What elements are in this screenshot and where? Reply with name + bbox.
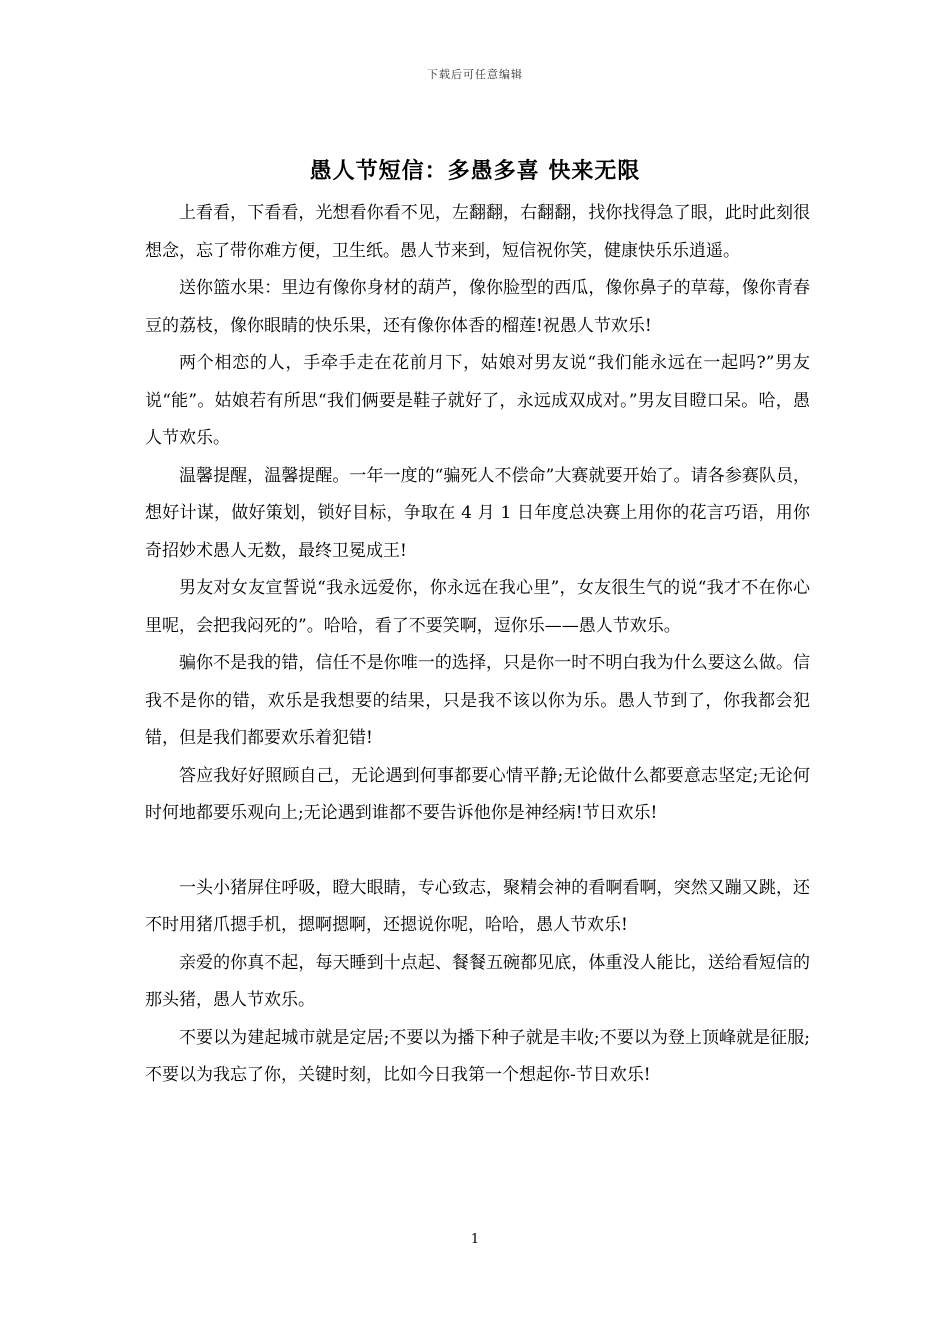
- paragraph-2: 送你篮水果：里边有像你身材的葫芦，像你脸型的西瓜，像你鼻子的草莓，像你青春豆的荔枝，像你眼睛的快乐果，还有像你体香的榴莲!祝愚人节欢乐!: [145, 278, 810, 336]
- paragraph-1: 上看看，下看看，光想看你看不见，左翻翻，右翻翻，找你找得急了眼，此时此刻很想念，忘了带你难方便，卫生纸。愚人节来到，短信祝你笑，健康快乐乐逍遥。: [145, 203, 810, 261]
- paragraph-7: 答应我好好照顾自己，无论遇到何事都要心情平静;无论做什么都要意志坚定;无论何时何地都要乐观向上;无论遇到谁都不要告诉他你是神经病!节日欢乐!: [145, 765, 810, 823]
- document-body: [145, 195, 810, 1095]
- page-number: 1: [470, 1232, 480, 1247]
- paragraph-9: 亲爱的你真不起，每天睡到十点起、餐餐五碗都见底，体重没人能比，送给看短信的那头猪，愚人节欢乐。: [145, 952, 810, 1010]
- paragraph-10: 不要以为建起城市就是定居;不要以为播下种子就是丰收;不要以为登上顶峰就是征服;不要以为我忘了你，关键时刻，比如今日我第一个想起你-节日欢乐!: [145, 1027, 810, 1085]
- paragraph-5: 男友对女友宣誓说“我永远爱你，你永远在我心里”，女友很生气的说“我才不在你心里呢，会把我闷死的”。哈哈，看了不要笑啊，逗你乐——愚人节欢乐。: [145, 578, 810, 636]
- paragraph-8: 一头小猪屏住呼吸，瞪大眼睛，专心致志，聚精会神的看啊看啊，突然又蹦又跳，还不时用猪爪摁手机，摁啊摁啊，还摁说你呢，哈哈，愚人节欢乐!: [145, 877, 810, 935]
- document-title: 愚人节短信：多愚多喜 快来无限: [309, 158, 641, 184]
- paragraph-4: 温馨提醒，温馨提醒。一年一度的“骗死人不偿命”大赛就要开始了。请各参赛队员，想好计谋，做好策划，锁好目标，争取在 4 月 1 日年度总决赛上用你的花言巧语，用你奇招妙术愚人无数，最终卫冕成王!: [145, 465, 810, 561]
- paragraph-6: 骗你不是我的错，信任不是你唯一的选择，只是你一时不明白我为什么要这么做。信我不是你的错，欢乐是我想要的结果，只是我不该以你为乐。愚人节到了，你我都会犯错，但是我们都要欢乐着犯错!: [145, 653, 810, 748]
- paragraph-3: 两个相恋的人，手牵手走在花前月下，姑娘对男友说“我们能永远在一起吗?”男友说“能”。姑娘若有所思“我们俩要是鞋子就好了，永远成双成对。”男友目瞪口呆。哈，愚人节欢乐。: [145, 353, 810, 448]
- header-note: 下载后可任意编辑: [427, 68, 523, 81]
